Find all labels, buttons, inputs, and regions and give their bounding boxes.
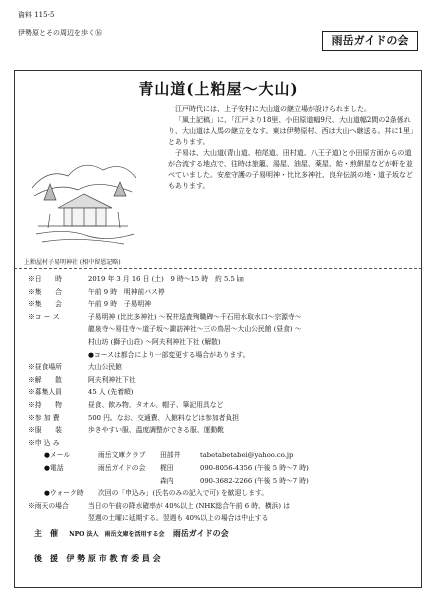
intro-paragraph-2: 「風土記稿」に、「江戸より18里、小田原道幅9尺、大山道幅2間の2条係れり、大山道は人馬の継立をなす。東は伊勢原村、西は大山へ継送る。丼に1里」とあります。: [168, 116, 417, 146]
sponsor-line: [34, 528, 229, 539]
fee-value: 500 円。なお、交通費、入館料などは参加者負担: [88, 413, 240, 422]
apply-tel-row-2: [28, 475, 413, 488]
intro-text: [168, 104, 418, 192]
intro-paragraph-1: 江戸時代には、上子安村に大山道の継立場が設けられました。: [175, 105, 371, 113]
dismiss-value: 阿夫利神社下社: [88, 375, 136, 384]
lunch-label: ※昼食場所: [28, 363, 62, 372]
detail-row-capacity: [28, 386, 413, 399]
tel-number-1[interactable]: 090-8056-4356 (午後 5 時～7 時): [200, 463, 309, 472]
date-value: 2019 年 3 月 16 日 (土) 9 時～15 時 約 5.5 ㎞: [88, 275, 244, 283]
rain-row-2: [28, 512, 413, 525]
rain-value-2: 翌週の土曜に延期する。翌週も 40%以上の場合は中止する: [88, 514, 269, 523]
intro-paragraph-3: 子易は、大山道(青山道、柏尾道、田村道、八王子道)と小田原方面からの道が合流する地点で、往時は旅籠、湯屋、油屋、薬屋、飴・煎餅屋などが軒を並べていました。安産守護の子易明神・比比多神社、良弁伝説の地・道子坂などもあります。: [168, 149, 413, 190]
apply-label: ※申 込 み: [28, 438, 60, 447]
clothes-label: ※服 装: [28, 426, 62, 435]
items-value: 昼食、飲み物、タオル、帽子、筆記用具など: [88, 400, 224, 409]
apply-tel-row-1: [28, 462, 413, 475]
course-line-1: 子易明神 (比比多神社) ～祝井巡査殉職碑～千石用水取水口～宗源寺～: [88, 312, 302, 321]
mail-person: 田部井: [160, 451, 181, 460]
course-row-3: [28, 336, 413, 349]
apply-mail-row: [28, 449, 413, 462]
section-divider: [14, 268, 422, 269]
assembly-label: ※集 会: [28, 300, 62, 309]
apply-walk-row: [28, 487, 413, 500]
dismiss-label: ※解 散: [28, 375, 62, 384]
date-label: ※日 時: [28, 275, 62, 283]
detail-row-lunch: [28, 361, 413, 374]
meet-value: 午前 9 時 明神前バス停: [88, 287, 165, 296]
course-note: ●コースは都合により一部変更する場合があります。: [88, 350, 250, 359]
tel-org: 雨岳ガイドの会: [98, 463, 146, 472]
sponsor-label: 主 催: [34, 528, 58, 538]
organization-badge: 雨岳ガイドの会: [322, 31, 418, 51]
support-value: 伊 勢 原 市 教 育 委 員 会: [66, 553, 161, 563]
clothes-value: 歩きやすい服、温度調整ができる服、運動靴: [88, 426, 224, 435]
document-number: 資料 115-5: [18, 11, 55, 19]
tel-number-2[interactable]: 090-3682-2266 (午後 5 時～7 時): [200, 476, 309, 485]
course-label: ※コ ー ス: [28, 312, 60, 321]
detail-row-clothes: [28, 424, 413, 437]
mail-address[interactable]: tabetabetabei@yahoo.co.jp: [200, 451, 294, 460]
shrine-illustration: [28, 138, 140, 250]
detail-row-date: [28, 273, 413, 286]
walk-label: ●ウォーク時: [44, 489, 84, 498]
sponsor-parent: NPO 法人 雨岳文庫を活用する会: [69, 531, 165, 538]
event-details: [28, 273, 413, 525]
tel-label: ●電話: [44, 463, 64, 472]
course-line-2: 龍泉寺～易往寺～道子坂～諏訪神社～三の鳥居～大山公民館 (昼食) ～: [88, 325, 302, 334]
capacity-value: 45 人 (先着順): [88, 388, 134, 397]
lunch-value: 大山公民館: [88, 363, 122, 372]
detail-row-fee: [28, 412, 413, 425]
meet-label: ※集 合: [28, 287, 62, 296]
support-label: 後 援: [34, 553, 58, 563]
detail-row-assembly: [28, 298, 413, 311]
detail-row-course: [28, 311, 413, 324]
fee-label: ※参 加 費: [28, 413, 60, 422]
items-label: ※持 物: [28, 400, 62, 409]
support-line: [34, 553, 161, 564]
mail-label: ●メール: [44, 451, 71, 460]
detail-row-items: [28, 399, 413, 412]
detail-row-apply: [28, 437, 413, 450]
assembly-value: 午前 9 時 子易明神: [88, 300, 152, 309]
mail-org: 雨岳文庫クラブ: [98, 451, 146, 460]
tel-person-2: 森内: [160, 476, 174, 485]
series-title: 伊勢原とその周辺を歩く⑯: [18, 29, 102, 37]
detail-row-meet: [28, 286, 413, 299]
course-row-2: [28, 323, 413, 336]
course-row-note: [28, 349, 413, 362]
illustration-caption: 上粕屋村子易明神社 (相中留恩記略): [24, 259, 121, 266]
page-title: 青山道(上粕屋～大山): [138, 80, 299, 98]
detail-row-dismiss: [28, 374, 413, 387]
detail-row-rain: [28, 500, 413, 513]
rain-value-1: 当日の午前の降水確率が 40%以上 (NHK総合午前 6 時、横浜) は: [88, 501, 291, 510]
rain-label: ※雨天の場合: [28, 501, 69, 510]
tel-person-1: 梶田: [160, 463, 174, 472]
walk-value: 次回の「申込み」(氏名のみの記入で可) を歓迎します。: [98, 489, 269, 498]
course-line-3: 村山坊 (獅子山荘) ～阿夫利神社下社 (解散): [88, 337, 221, 346]
sponsor-name: 雨岳ガイドの会: [172, 528, 229, 538]
capacity-label: ※募集人員: [28, 388, 62, 397]
